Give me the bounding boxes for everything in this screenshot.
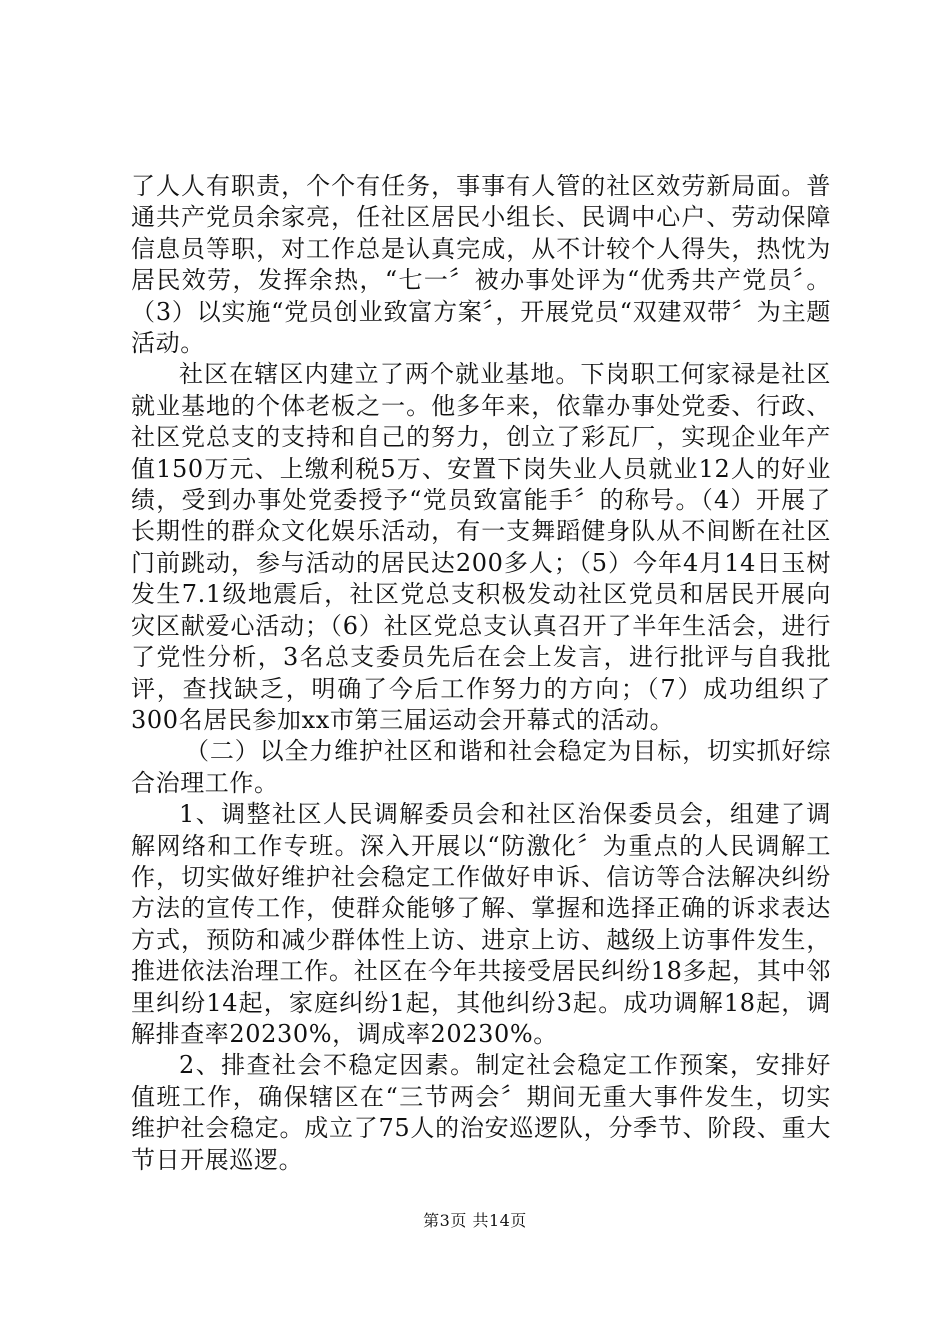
- paragraph-stability: 2、排查社会不稳定因素。制定社会稳定工作预案，安排好值班工作，确保辖区在“三节两会〞期间无重大事件发生，切实维护社会稳定。成立了75人的治安巡逻队，分季节、阶段、重大节日开展巡逻。: [131, 1051, 831, 1174]
- document-body: [131, 171, 831, 1176]
- paragraph-mediation: 1、调整社区人民调解委员会和社区治保委员会，组建了调解网络和工作专班。深入开展以“防激化〞为重点的人民调解工作，切实做好维护社会稳定工作做好申诉、信访等合法解决纠纷方法的宣传工作，使群众能够了解、掌握和选择正确的诉求表达方式，预防和减少群体性上访、进京上访、越级上访事件发生，推进依法治理工作。社区在今年共接受居民纠纷18多起，其中邻里纠纷14起，家庭纠纷1起，其他纠纷3起。成功调解18起，调解排查率20230%，调成率20230%。: [131, 800, 831, 1048]
- page-footer: 第3页 共14页: [423, 1211, 527, 1230]
- section-heading-comprehensive-governance: （二）以全力维护社区和谐和社会稳定为目标，切实抓好综合治理工作。: [131, 737, 831, 797]
- paragraph-employment-base: 社区在辖区内建立了两个就业基地。下岗职工何家禄是社区就业基地的个体老板之一。他多年来，依靠办事处党委、行政、社区党总支的支持和自己的努力，创立了彩瓦厂，实现企业年产值150万元、上缴利税5万、安置下岗失业人员就业12人的好业绩，受到办事处党委授予“党员致富能手〞的称号。（4）开展了长期性的群众文化娱乐活动，有一支舞蹈健身队从不间断在社区门前跳动，参与活动的居民达200多人；（5）今年4月14日玉树发生7.1级地震后，社区党总支积极发动社区党员和居民开展向灾区献爱心活动；（6）社区党总支认真召开了半年生活会，进行了党性分析，3名总支委员先后在会上发言，进行批评与自我批评，查找缺乏，明确了今后工作努力的方向；（7）成功组织了300名居民参加xx市第三届运动会开幕式的活动。: [131, 360, 831, 734]
- paragraph-continuation: 了人人有职责，个个有任务，事事有人管的社区效劳新局面。普通共产党员余家亮，任社区居民小组长、民调中心户、劳动保障信息员等职，对工作总是认真完成，从不计较个人得失，热忱为居民效劳，发挥余热，“七一〞被办事处评为“优秀共产党员〞。（3）以实施“党员创业致富方案〞，开展党员“双建双带〞为主题活动。: [131, 172, 831, 358]
